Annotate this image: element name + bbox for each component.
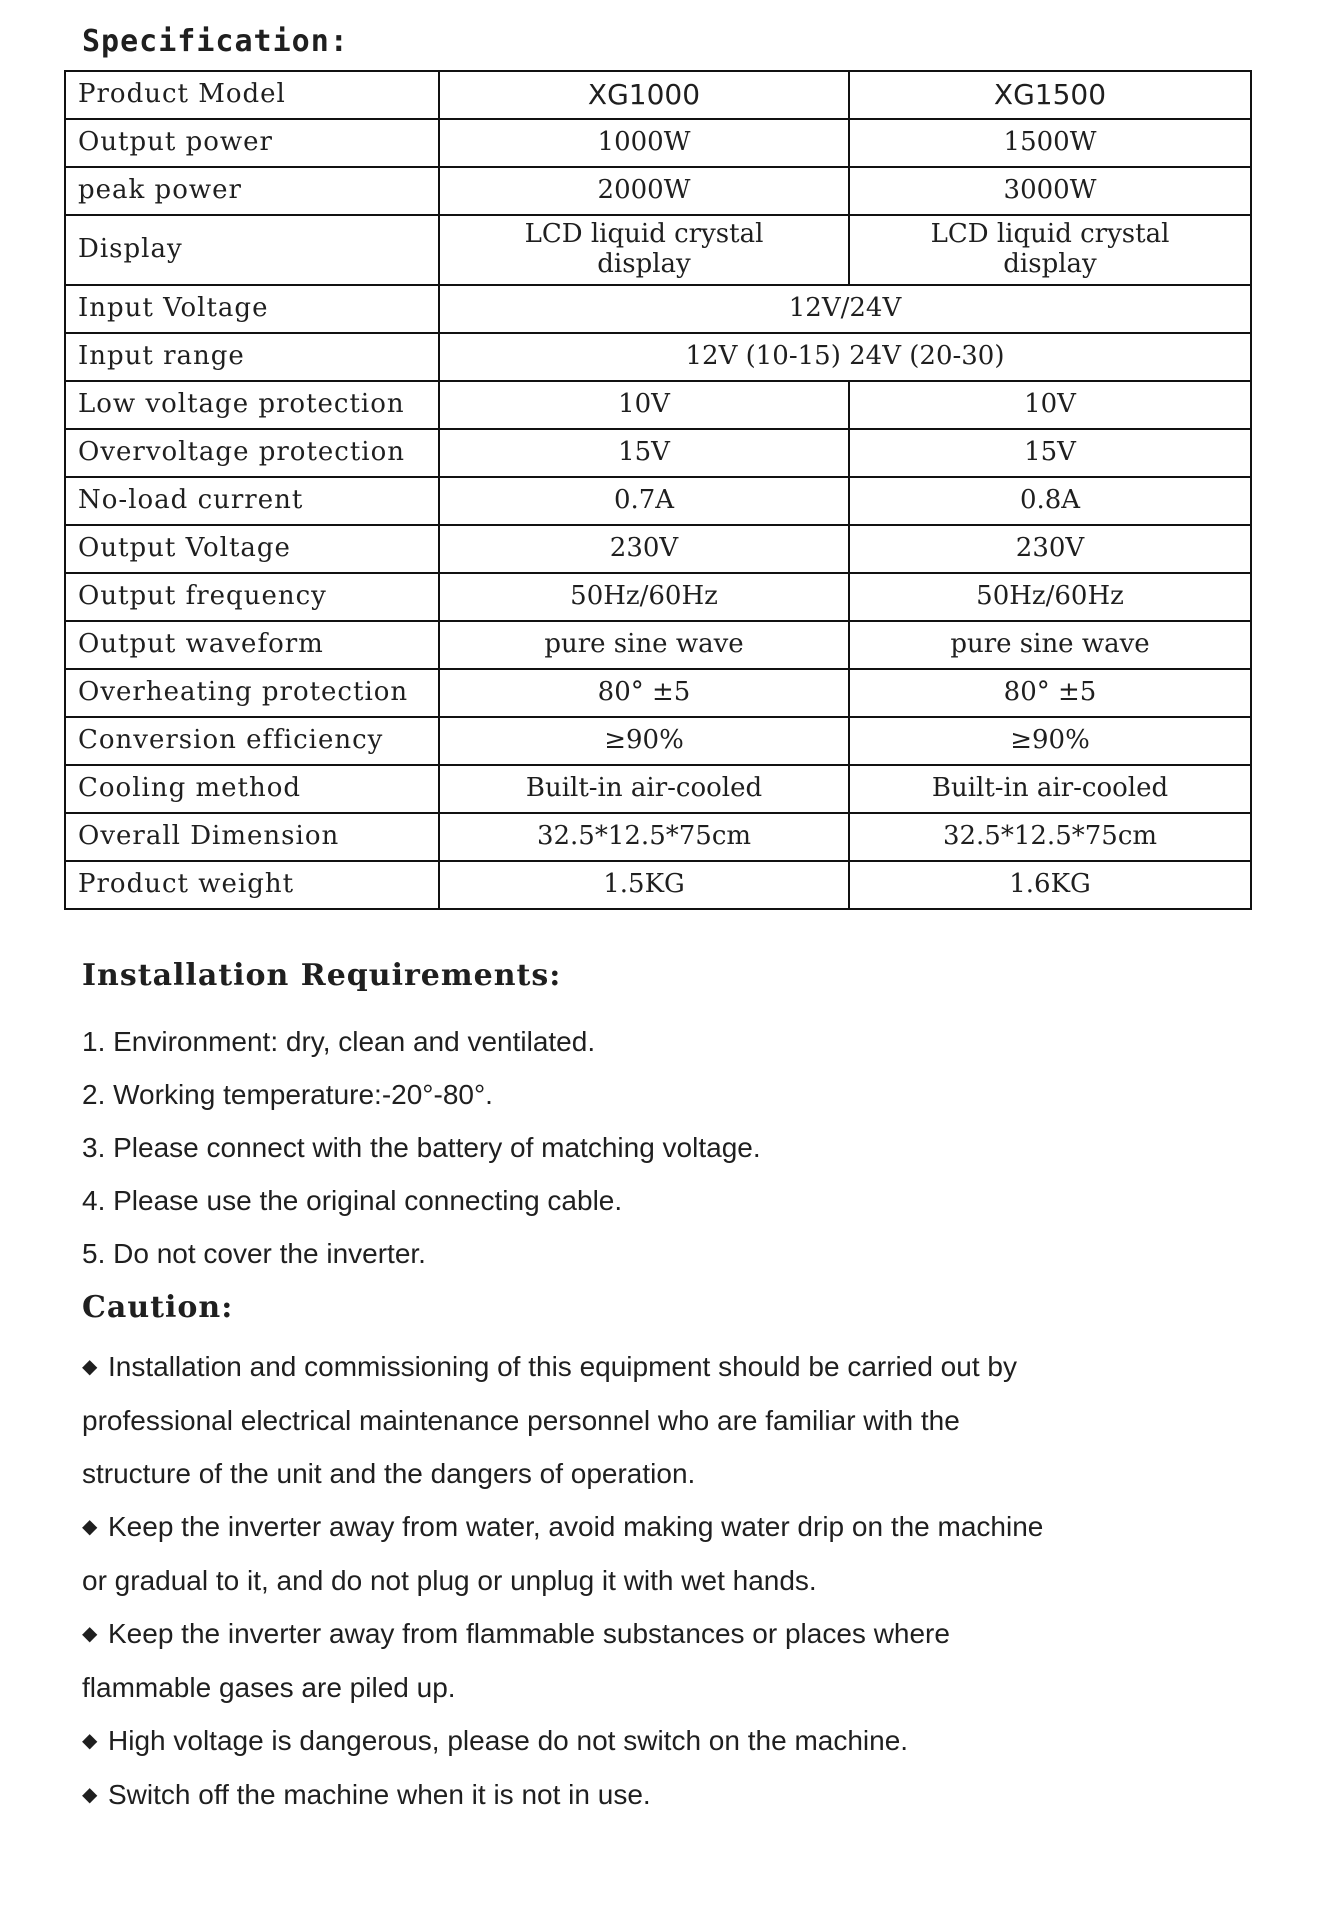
list-item: 1. Environment: dry, clean and ventilated. [82, 1026, 596, 1057]
caution-line: professional electrical maintenance personnel who are familiar with the [82, 1405, 960, 1436]
table-header-row [65, 71, 1251, 119]
row-value-xg1500: 1.6KG [849, 861, 1251, 909]
caution-text: Switch off the machine when it is not in use. [108, 1779, 651, 1810]
table-row [65, 525, 1251, 573]
row-label: Output Voltage [65, 525, 439, 573]
row-label: Output waveform [65, 621, 439, 669]
table-row [65, 621, 1251, 669]
table-row [65, 429, 1251, 477]
row-label: Overheating protection [65, 669, 439, 717]
caution-item [82, 1340, 1212, 1500]
row-label: Input Voltage [65, 285, 439, 333]
caution-title: Caution: [82, 1290, 234, 1325]
row-value-xg1000: 15V [439, 429, 849, 477]
diamond-bullet-icon: ◆ [82, 1356, 98, 1378]
row-label: Low voltage protection [65, 381, 439, 429]
caution-text: Installation and commissioning of this equipment should be carried out by [108, 1351, 1017, 1382]
caution-line: structure of the unit and the dangers of operation. [82, 1458, 696, 1489]
caution-item [82, 1500, 1212, 1607]
row-value-xg1000: 50Hz/60Hz [439, 573, 849, 621]
row-value-xg1000: 230V [439, 525, 849, 573]
model-xg1500-cell: XG1500 [849, 71, 1251, 119]
diamond-bullet-icon: ◆ [82, 1516, 98, 1538]
caution-item [82, 1768, 1212, 1822]
row-label: Overall Dimension [65, 813, 439, 861]
table-row [65, 861, 1251, 909]
table-row [65, 119, 1251, 167]
list-item: 5. Do not cover the inverter. [82, 1238, 426, 1269]
model-xg1000-cell: XG1000 [439, 71, 849, 119]
row-label: Conversion efficiency [65, 717, 439, 765]
diamond-bullet-icon: ◆ [82, 1623, 98, 1645]
row-value-xg1000: 1.5KG [439, 861, 849, 909]
row-value-xg1000: ≥90% [439, 717, 849, 765]
installation-title: Installation Requirements: [82, 958, 562, 993]
row-label: Cooling method [65, 765, 439, 813]
row-value-xg1500: 15V [849, 429, 1251, 477]
table-row [65, 573, 1251, 621]
caution-line: or gradual to it, and do not plug or unplug it with wet hands. [82, 1565, 817, 1596]
row-value-xg1500: 0.8A [849, 477, 1251, 525]
row-value-xg1500: LCD liquid crystal display [849, 215, 1251, 285]
table-row [65, 215, 1251, 285]
caution-line: flammable gases are piled up. [82, 1672, 456, 1703]
table-row [65, 477, 1251, 525]
row-value-xg1000: 0.7A [439, 477, 849, 525]
caution-item [82, 1714, 1212, 1768]
specification-title: Specification: [82, 24, 349, 59]
row-value-xg1500: 230V [849, 525, 1251, 573]
caution-text: High voltage is dangerous, please do not switch on the machine. [108, 1725, 909, 1756]
row-label: peak power [65, 167, 439, 215]
row-value-xg1500: ≥90% [849, 717, 1251, 765]
row-value-merged: 12V (10-15) 24V (20-30) [439, 333, 1251, 381]
row-value-merged: 12V/24V [439, 285, 1251, 333]
row-value-xg1500: 32.5*12.5*75cm [849, 813, 1251, 861]
caution-line [82, 1500, 1212, 1554]
caution-text: Keep the inverter away from flammable substances or places where [108, 1618, 950, 1649]
row-value-xg1500: 1500W [849, 119, 1251, 167]
row-value-xg1500: 10V [849, 381, 1251, 429]
table-row [65, 285, 1251, 333]
row-label: Product weight [65, 861, 439, 909]
row-label: Display [65, 215, 439, 285]
table-row [65, 717, 1251, 765]
row-label: No-load current [65, 477, 439, 525]
row-label: Input range [65, 333, 439, 381]
diamond-bullet-icon: ◆ [82, 1730, 98, 1752]
table-row [65, 167, 1251, 215]
installation-list [82, 1015, 761, 1280]
row-label: Output frequency [65, 573, 439, 621]
caution-line [82, 1714, 1212, 1768]
diamond-bullet-icon: ◆ [82, 1784, 98, 1806]
row-label: Output power [65, 119, 439, 167]
caution-line [82, 1340, 1212, 1394]
list-item: 4. Please use the original connecting cable. [82, 1185, 623, 1216]
row-value-xg1000: 2000W [439, 167, 849, 215]
row-value-xg1000: Built-in air-cooled [439, 765, 849, 813]
row-value-xg1000: pure sine wave [439, 621, 849, 669]
row-value-xg1500: Built-in air-cooled [849, 765, 1251, 813]
row-value-xg1000: 1000W [439, 119, 849, 167]
row-label: Overvoltage protection [65, 429, 439, 477]
row-value-xg1500: 3000W [849, 167, 1251, 215]
caution-line [82, 1768, 1212, 1822]
list-item: 2. Working temperature:-20°-80°. [82, 1079, 493, 1110]
list-item: 3. Please connect with the battery of matching voltage. [82, 1132, 761, 1163]
caution-text: Keep the inverter away from water, avoid making water drip on the machine [108, 1511, 1044, 1542]
table-row [65, 765, 1251, 813]
row-value-xg1000: LCD liquid crystal display [439, 215, 849, 285]
row-value-xg1500: pure sine wave [849, 621, 1251, 669]
table-row [65, 813, 1251, 861]
row-value-xg1000: 10V [439, 381, 849, 429]
row-value-xg1000: 32.5*12.5*75cm [439, 813, 849, 861]
table-row [65, 381, 1251, 429]
header-label-cell: Product Model [65, 71, 439, 119]
row-value-xg1500: 80° ±5 [849, 669, 1251, 717]
table-row [65, 333, 1251, 381]
caution-item [82, 1607, 1212, 1714]
row-value-xg1000: 80° ±5 [439, 669, 849, 717]
specification-table [64, 70, 1252, 910]
row-value-xg1500: 50Hz/60Hz [849, 573, 1251, 621]
caution-line [82, 1607, 1212, 1661]
table-row [65, 669, 1251, 717]
caution-list [82, 1340, 1212, 1822]
